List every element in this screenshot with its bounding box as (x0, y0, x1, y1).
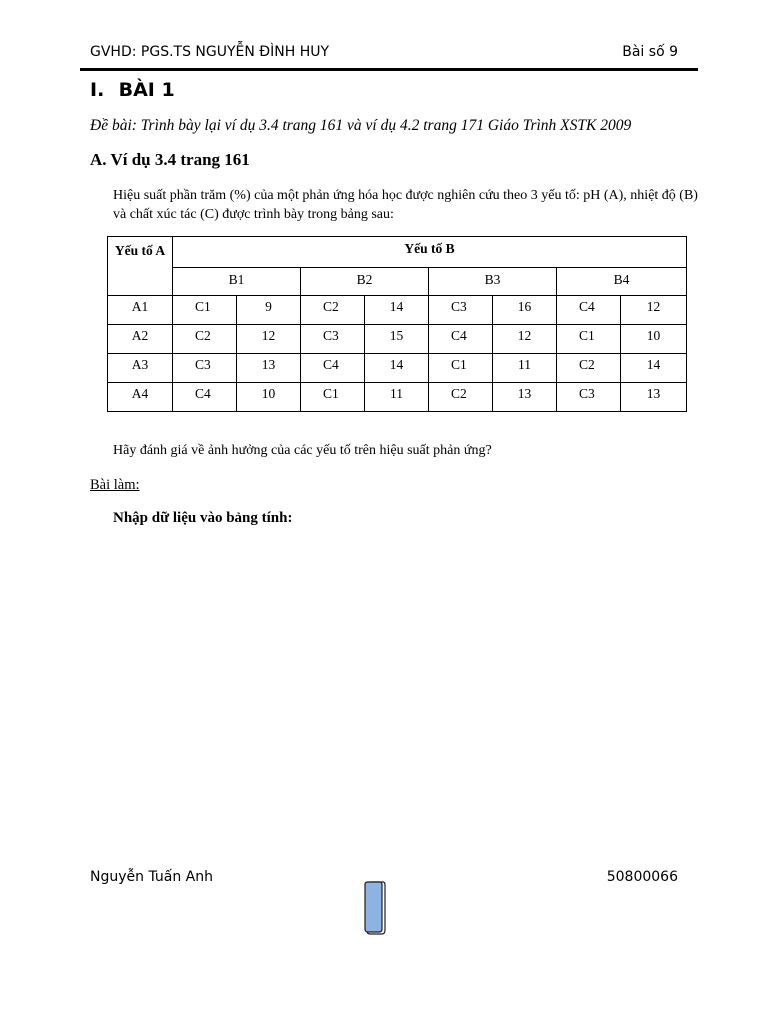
catalyst-cell: C4 (173, 383, 237, 412)
factor-a-level: A2 (108, 325, 173, 354)
header-rule (80, 68, 698, 71)
factor-a-level: A4 (108, 383, 173, 412)
yield-value-cell: 16 (493, 296, 557, 325)
table-row (108, 296, 687, 325)
yield-value-cell: 11 (493, 354, 557, 383)
yield-value-cell: 15 (365, 325, 429, 354)
assignment-text: Trình bày lại ví dụ 3.4 trang 161 và ví dụ 4.2 trang 171 Giáo Trình XSTK 2009 (136, 117, 632, 134)
solution-label: Bài làm: (90, 477, 140, 493)
factor-b-header: Yếu tố B (173, 237, 687, 268)
header-instructor: GVHD: PGS.TS NGUYỄN ĐÌNH HUY (90, 44, 330, 60)
b-level-header: B4 (557, 268, 687, 296)
footer-author: Nguyễn Tuấn Anh (90, 869, 213, 885)
assignment-label: Đề bài: (90, 117, 137, 134)
assignment-statement (90, 117, 631, 135)
yield-value-cell: 13 (237, 354, 301, 383)
subsection-heading: A. Ví dụ 3.4 trang 161 (90, 150, 250, 169)
yield-value-cell: 14 (621, 354, 687, 383)
table-row (108, 383, 687, 412)
b-level-header: B1 (173, 268, 301, 296)
footer-student-id: 50800066 (606, 869, 678, 885)
data-table (107, 236, 687, 412)
header-assignment-number: Bài số 9 (622, 44, 678, 60)
section-heading (90, 79, 175, 101)
catalyst-cell: C3 (301, 325, 365, 354)
yield-value-cell: 14 (365, 354, 429, 383)
yield-value-cell: 10 (237, 383, 301, 412)
table-row (108, 325, 687, 354)
catalyst-cell: C2 (173, 325, 237, 354)
yield-value-cell: 14 (365, 296, 429, 325)
yield-value-cell: 12 (493, 325, 557, 354)
yield-value-cell: 12 (237, 325, 301, 354)
yield-value-cell: 9 (237, 296, 301, 325)
question-text: Hãy đánh giá về ảnh hưởng của các yếu tố trên hiệu suất phản ứng? (113, 443, 492, 458)
catalyst-cell: C1 (429, 354, 493, 383)
intro-paragraph: Hiệu suất phần trăm (%) của một phản ứng hóa học được nghiên cứu theo 3 yếu tố: pH (A), nhiệt độ (B) và chất xúc tác (C) được trình bày trong bảng sau: (113, 188, 698, 222)
factor-a-level: A3 (108, 354, 173, 383)
catalyst-cell: C4 (429, 325, 493, 354)
catalyst-cell: C1 (301, 383, 365, 412)
catalyst-cell: C1 (557, 325, 621, 354)
yield-value-cell: 13 (621, 383, 687, 412)
catalyst-cell: C3 (173, 354, 237, 383)
yield-value-cell: 12 (621, 296, 687, 325)
catalyst-cell: C4 (557, 296, 621, 325)
catalyst-cell: C3 (429, 296, 493, 325)
catalyst-cell: C4 (301, 354, 365, 383)
section-number: I. (90, 79, 105, 101)
catalyst-cell: C2 (429, 383, 493, 412)
step-label: Nhập dữ liệu vào bảng tính: (113, 510, 293, 526)
catalyst-cell: C3 (557, 383, 621, 412)
page-number-shape-icon (364, 881, 386, 935)
factor-a-level: A1 (108, 296, 173, 325)
catalyst-cell: C2 (557, 354, 621, 383)
factor-a-header: Yếu tố A (108, 237, 173, 296)
catalyst-cell: C2 (301, 296, 365, 325)
b-level-header: B2 (301, 268, 429, 296)
b-level-header: B3 (429, 268, 557, 296)
section-title: BÀI 1 (118, 79, 175, 101)
yield-value-cell: 13 (493, 383, 557, 412)
yield-value-cell: 11 (365, 383, 429, 412)
catalyst-cell: C1 (173, 296, 237, 325)
yield-value-cell: 10 (621, 325, 687, 354)
table-row (108, 354, 687, 383)
